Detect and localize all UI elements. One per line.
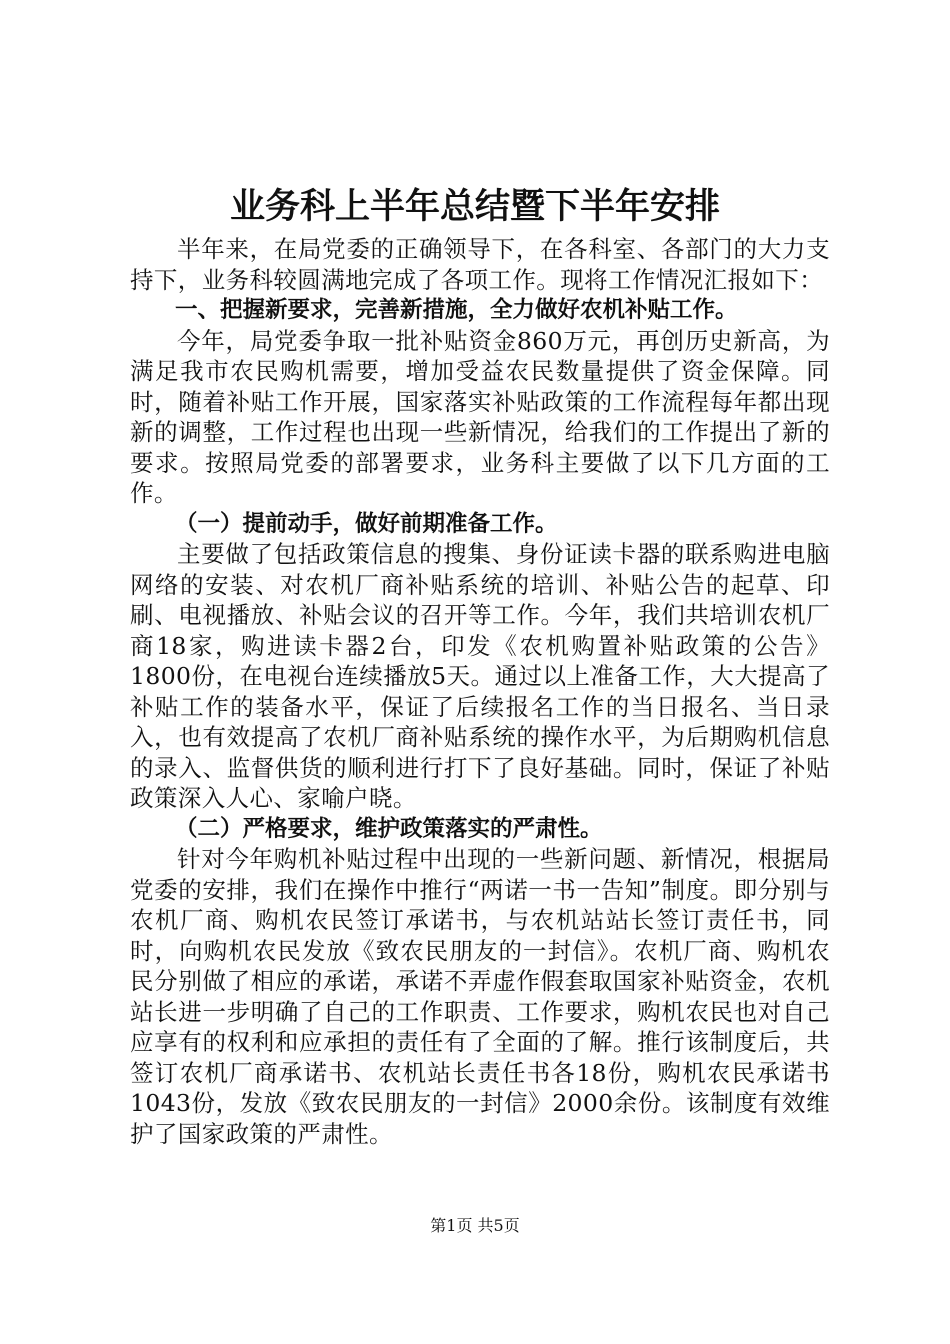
document-body: [130, 234, 830, 1149]
subsection-heading-2: （二）严格要求，维护政策落实的严肃性。: [175, 815, 603, 842]
section-heading-1: 一、把握新要求，完善新措施，全力做好农机补贴工作。: [175, 297, 738, 323]
intro-paragraph: 半年来，在局党委的正确领导下，在各科室、各部门的大力支持下，业务科较圆满地完成了各项工作。现将工作情况汇报如下：: [130, 235, 830, 294]
subsection-1-paragraph: 主要做了包括政策信息的搜集、身份证读卡器的联系购进电脑网络的安装、对农机厂商补贴系统的培训、补贴公告的起草、印刷、电视播放、补贴会议的召开等工作。今年，我们共培训农机厂商18家，购进读卡器2台，印发《农机购置补贴政策的公告》1800份，在电视台连续播放5天。通过以上准备工作，大大提高了补贴工作的装备水平，保证了后续报名工作的当日报名、当日录入，也有效提高了农机厂商补贴系统的操作水平，为后期购机信息的录入、监督供货的顺利进行打下了良好基础。同时，保证了补贴政策深入人心、家喻户晓。: [130, 540, 830, 812]
page-footer: 第1页 共5页: [430, 1216, 520, 1235]
document-title: 业务科上半年总结暨下半年安排: [229, 187, 720, 227]
subsection-heading-1: （一）提前动手，做好前期准备工作。: [175, 510, 558, 537]
subsection-2-paragraph: 针对今年购机补贴过程中出现的一些新问题、新情况，根据局党委的安排，我们在操作中推行“两诺一书一告知”制度。即分别与农机厂商、购机农民签订承诺书，与农机站站长签订责任书，同时，向购机农民发放《致农民朋友的一封信》。农机厂商、购机农民分别做了相应的承诺，承诺不弄虚作假套取国家补贴资金，农机站长进一步明确了自己的工作职责、工作要求，购机农民也对自己应享有的权利和应承担的责任有了全面的了解。推行该制度后，共签订农机厂商承诺书、农机站长责任书各18份，购机农民承诺书1043份，发放《致农民朋友的一封信》2000余份。该制度有效维护了国家政策的严肃性。: [130, 845, 830, 1148]
section-1-paragraph: 今年，局党委争取一批补贴资金860万元，再创历史新高，为满足我市农民购机需要，增加受益农民数量提供了资金保障。同时，随着补贴工作开展，国家落实补贴政策的工作流程每年都出现新的调整，工作过程也出现一些新情况，给我们的工作提出了新的要求。按照局党委的部署要求，业务科主要做了以下几方面的工作。: [130, 326, 830, 507]
